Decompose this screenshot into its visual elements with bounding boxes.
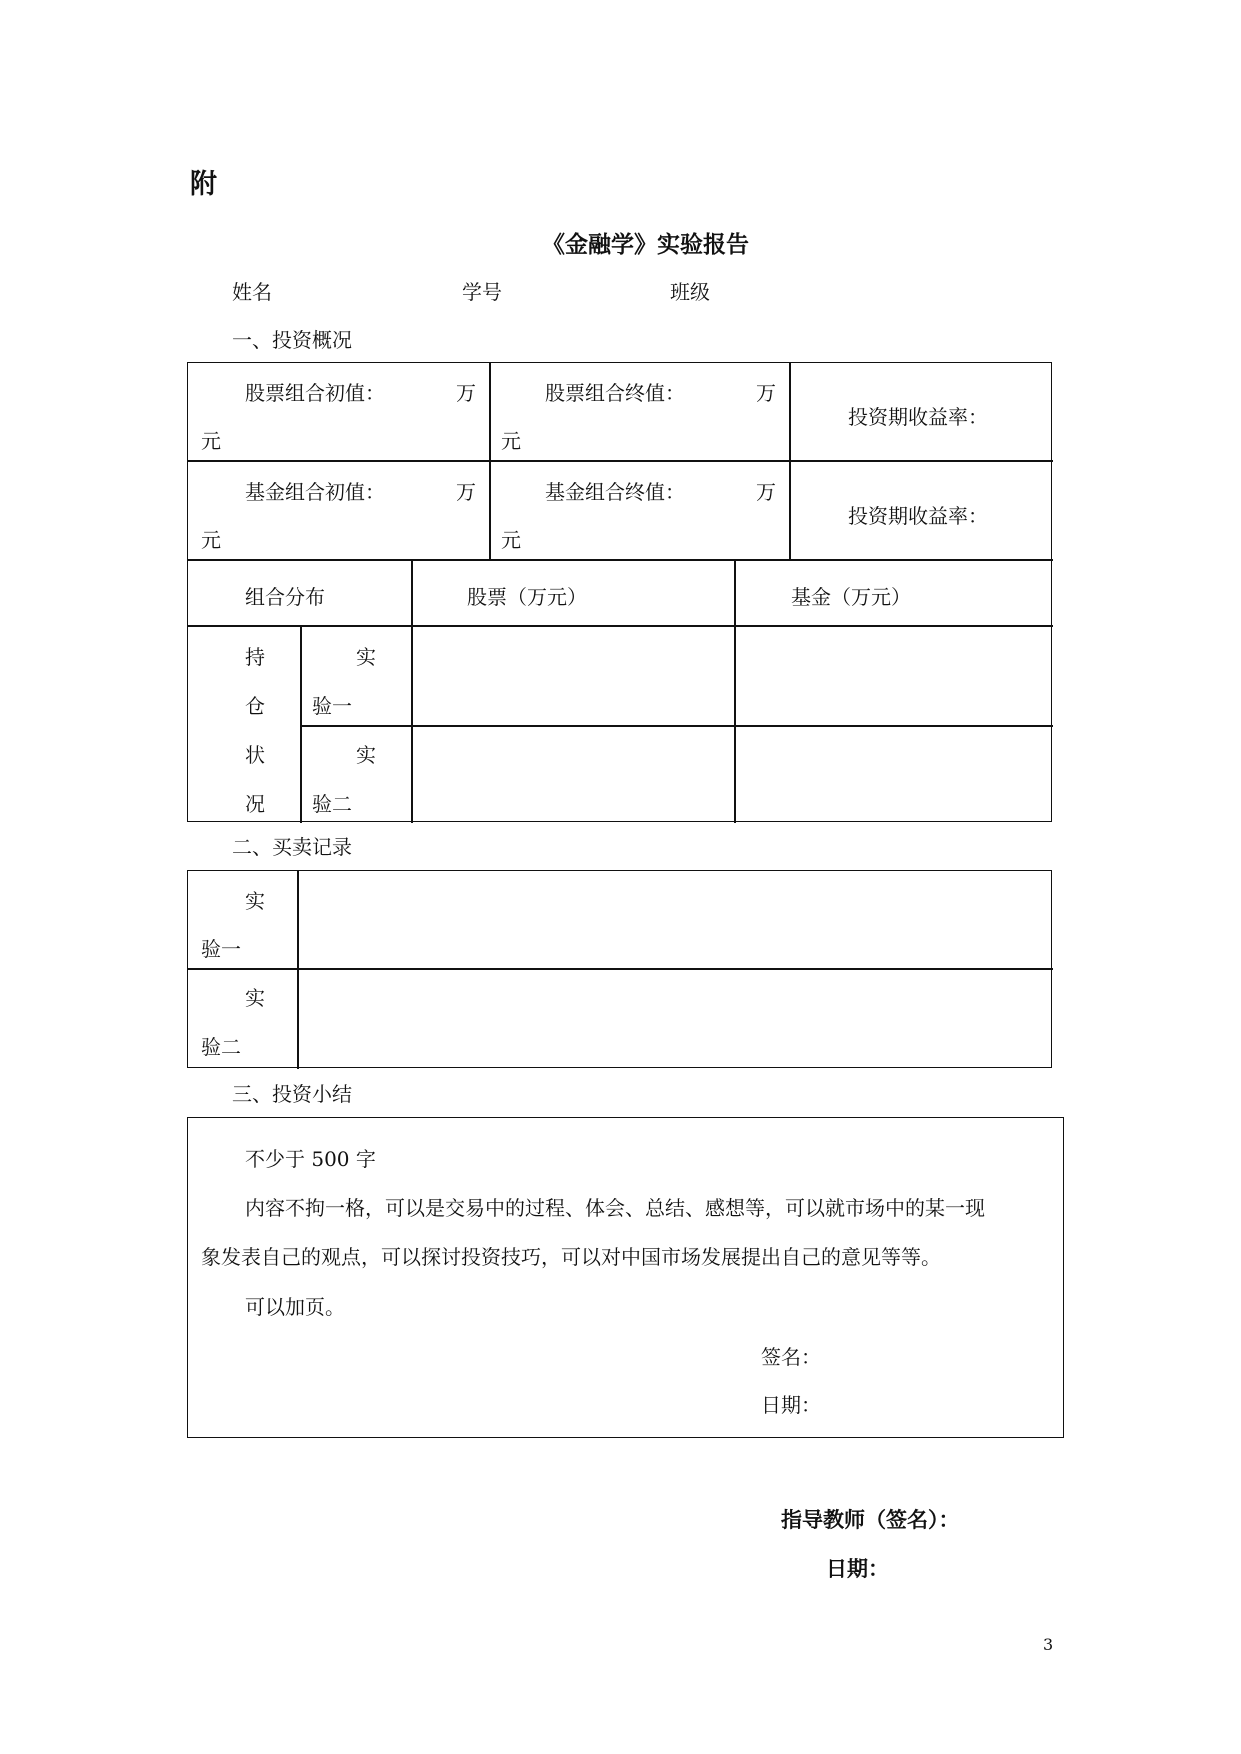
stock-initial-label: 股票组合初值： <box>245 381 385 405</box>
investment-overview-table <box>187 362 1052 822</box>
summary-line-1: 不少于 500 字 <box>245 1147 376 1171</box>
trade-exp1-rest: 验一 <box>201 937 241 961</box>
fund-initial-label: 基金组合初值： <box>245 480 385 504</box>
trade-exp2-rest: 验二 <box>201 1035 241 1059</box>
section1-heading: 一、投资概况 <box>232 328 352 352</box>
distribution-label: 组合分布 <box>245 585 325 609</box>
exp1-rest: 验一 <box>312 694 352 718</box>
stock-return-rate-label: 投资期收益率： <box>848 405 988 429</box>
stock-column-header: 股票（万元） <box>467 585 587 609</box>
exp1-shi: 实 <box>356 645 376 669</box>
summary-date-label: 日期： <box>761 1393 821 1417</box>
trade-exp2-shi: 实 <box>245 986 265 1010</box>
section2-heading: 二、买卖记录 <box>232 835 352 859</box>
exp2-rest: 验二 <box>312 792 352 816</box>
fund-return-rate-label: 投资期收益率： <box>848 504 988 528</box>
position-char-3: 状 <box>245 743 265 767</box>
exp2-shi: 实 <box>356 743 376 767</box>
page-number: 3 <box>1043 1635 1054 1654</box>
teacher-date-label: 日期： <box>826 1556 889 1581</box>
fund-final-wan: 万 <box>756 480 776 504</box>
trade-record-table <box>187 870 1052 1068</box>
summary-box <box>187 1117 1064 1438</box>
summary-line-4: 可以加页。 <box>245 1295 345 1319</box>
stock-final-yuan: 元 <box>501 429 521 453</box>
stock-final-label: 股票组合终值： <box>545 381 685 405</box>
fund-final-label: 基金组合终值： <box>545 480 685 504</box>
stock-final-wan: 万 <box>756 381 776 405</box>
name-label: 姓名 <box>232 280 272 304</box>
fund-final-yuan: 元 <box>501 528 521 552</box>
summary-sign-label: 签名： <box>761 1345 821 1369</box>
summary-line-2: 内容不拘一格，可以是交易中的过程、体会、总结、感想等，可以就市场中的某一现 <box>245 1196 985 1220</box>
summary-line-3: 象发表自己的观点，可以探讨投资技巧，可以对中国市场发展提出自己的意见等等。 <box>201 1245 941 1269</box>
class-label: 班级 <box>670 280 710 304</box>
stock-initial-yuan: 元 <box>201 429 221 453</box>
fund-column-header: 基金（万元） <box>791 585 911 609</box>
position-char-1: 持 <box>245 645 265 669</box>
appendix-label: 附 <box>190 169 217 200</box>
teacher-signature-label: 指导教师（签名）： <box>781 1507 960 1532</box>
fund-initial-yuan: 元 <box>201 528 221 552</box>
report-title: 《金融学》实验报告 <box>542 231 749 258</box>
student-id-label: 学号 <box>462 280 502 304</box>
position-char-2: 仓 <box>245 694 265 718</box>
trade-exp1-shi: 实 <box>245 889 265 913</box>
position-char-4: 况 <box>245 792 265 816</box>
stock-initial-wan: 万 <box>456 381 476 405</box>
fund-initial-wan: 万 <box>456 480 476 504</box>
section3-heading: 三、投资小结 <box>232 1082 352 1106</box>
